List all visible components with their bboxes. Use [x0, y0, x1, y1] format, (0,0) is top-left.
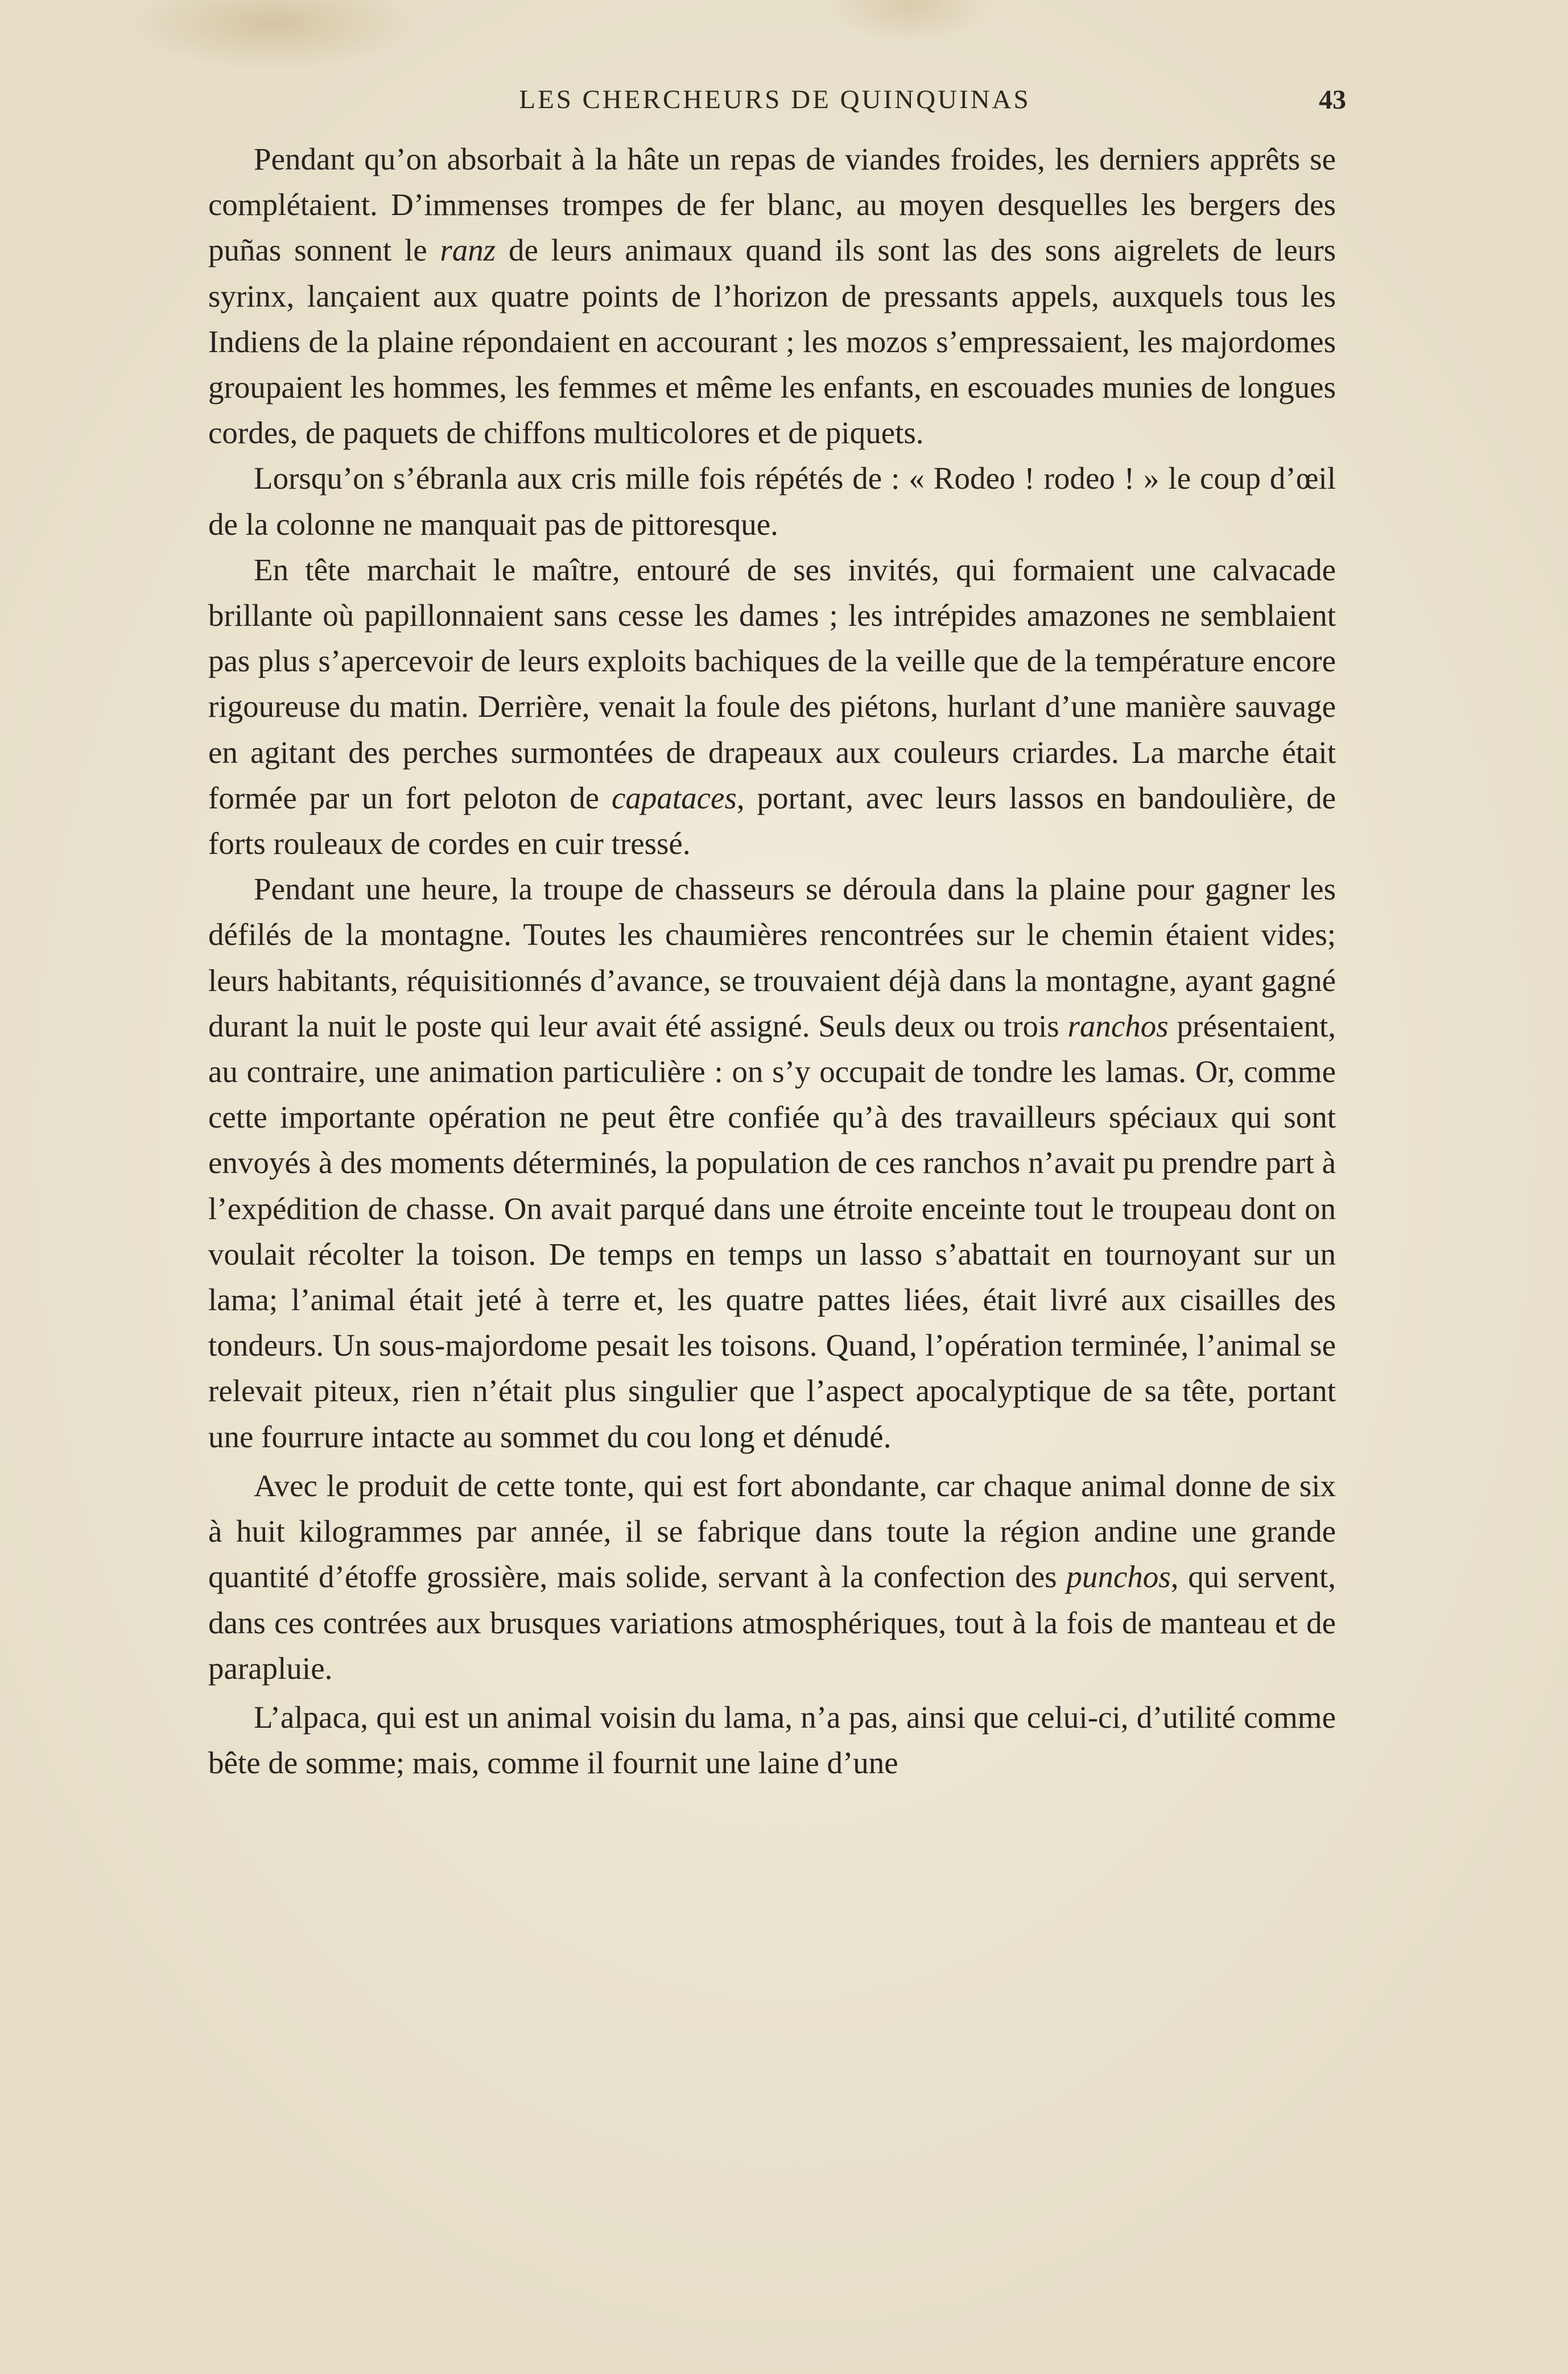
text-run: , qui servent, dans ces contrées aux brusques variations atmosphériques, tout à la fois de manteau et de parapluie.: [208, 1559, 1336, 1686]
paragraph: [208, 456, 1336, 547]
paragraph: [208, 1463, 1336, 1691]
text-run: Lorsqu’on s’ébranla aux cris mille fois répétés de : « Rodeo ! rodeo ! » le coup d’œil de la colonne ne manquait pas de pittoresque.: [208, 461, 1336, 542]
text-run: Pendant qu’on absorbait à la hâte un repas de viandes froides, les derniers apprêts se complétaient. D’immenses trompes de fer blanc, au moyen desquelles les bergers des puñas sonnent le: [208, 142, 1336, 268]
italic-term: capataces: [611, 780, 737, 815]
italic-term: ranchos: [1067, 1008, 1169, 1043]
body-text: [208, 137, 1336, 1786]
running-title: LES CHERCHEURS DE QUINQUINAS: [519, 85, 1031, 114]
text-run: Avec le produit de cette tonte, qui est fort abondante, car chaque animal donne de six à huit kilogrammes par année, il se fabrique dans toute la région andine une grande quantité d’étoffe grossière, mais solide, servant à la confection des: [208, 1468, 1336, 1595]
text-run: Pendant une heure, la troupe de chasseurs se déroula dans la plaine pour gagner les défilés de la montagne. Toutes les chaumières rencontrées sur le chemin étaient vides; leurs habitants, réquisitionnés d’avance, se trouvaient déjà dans la montagne, ayant gagné durant la nuit le poste qui leur avait été assigné. Seuls deux ou trois: [208, 872, 1336, 1043]
paragraph: [208, 547, 1336, 866]
text-run: L’alpaca, qui est un animal voisin du lama, n’a pas, ainsi que celui-ci, d’utilité comme bête de somme; mais, comme il fournit une laine d’une: [208, 1699, 1336, 1781]
italic-term: punchos: [1066, 1559, 1171, 1595]
text-run: En tête marchait le maître, entouré de ses invités, qui formaient une calvacade brillante où papillonnaient sans cesse les dames ; les intrépides amazones ne semblaient pas plus s’apercevoir de leurs exploits bachiques de la veille que de la température encore rigoureuse du matin. Derrière, venait la foule des piétons, hurlant d’une manière sauvage en agitant des perches surmontées de drapeaux aux couleurs criardes. La marche était formée par un fort peloton de: [208, 552, 1336, 815]
page-number: 43: [1319, 85, 1346, 115]
text-run: présentaient, au contraire, une animation particulière : on s’y occupait de tondre les lamas. Or, comme cette importante opération ne peut être confiée qu’à des travailleurs spéciaux qui sont envoyés à des moments déterminés, la population de ces ranchos n’avait pu prendre part à l’expédition de chasse. On avait parqué dans une étroite enceinte tout le troupeau dont on voulait récolter la toison. De temps en temps un lasso s’abattait en tournoyant sur un lama; l’animal était jeté à terre et, les quatre pattes liées, était livré aux cisailles des tondeurs. Un sous-majordome pesait les toisons. Quand, l’opération terminée, l’animal se relevait piteux, rien n’était plus singulier que l’aspect apocalyptique de sa tête, portant une fourrure intacte au sommet du cou long et dénudé.: [208, 1008, 1336, 1454]
paragraph: [208, 866, 1336, 1460]
text-run: , portant, avec leurs lassos en bandoulière, de forts rouleaux de cordes en cuir tressé.: [208, 780, 1336, 861]
paragraph: [208, 1695, 1336, 1786]
paragraph: [208, 137, 1336, 456]
running-head: [212, 84, 1346, 124]
italic-term: ranz: [440, 233, 496, 268]
text-run: de leurs animaux quand ils sont las des sons aigrelets de leurs syrinx, lançaient aux quatre points de l’horizon de pressants appels, auxquels tous les Indiens de la plaine répondaient en accourant ; les mozos s’empressaient, les majordomes groupaient les hommes, les femmes et même les enfants, en escouades munies de longues cordes, de paquets de chiffons multicolores et de piquets.: [208, 233, 1336, 451]
